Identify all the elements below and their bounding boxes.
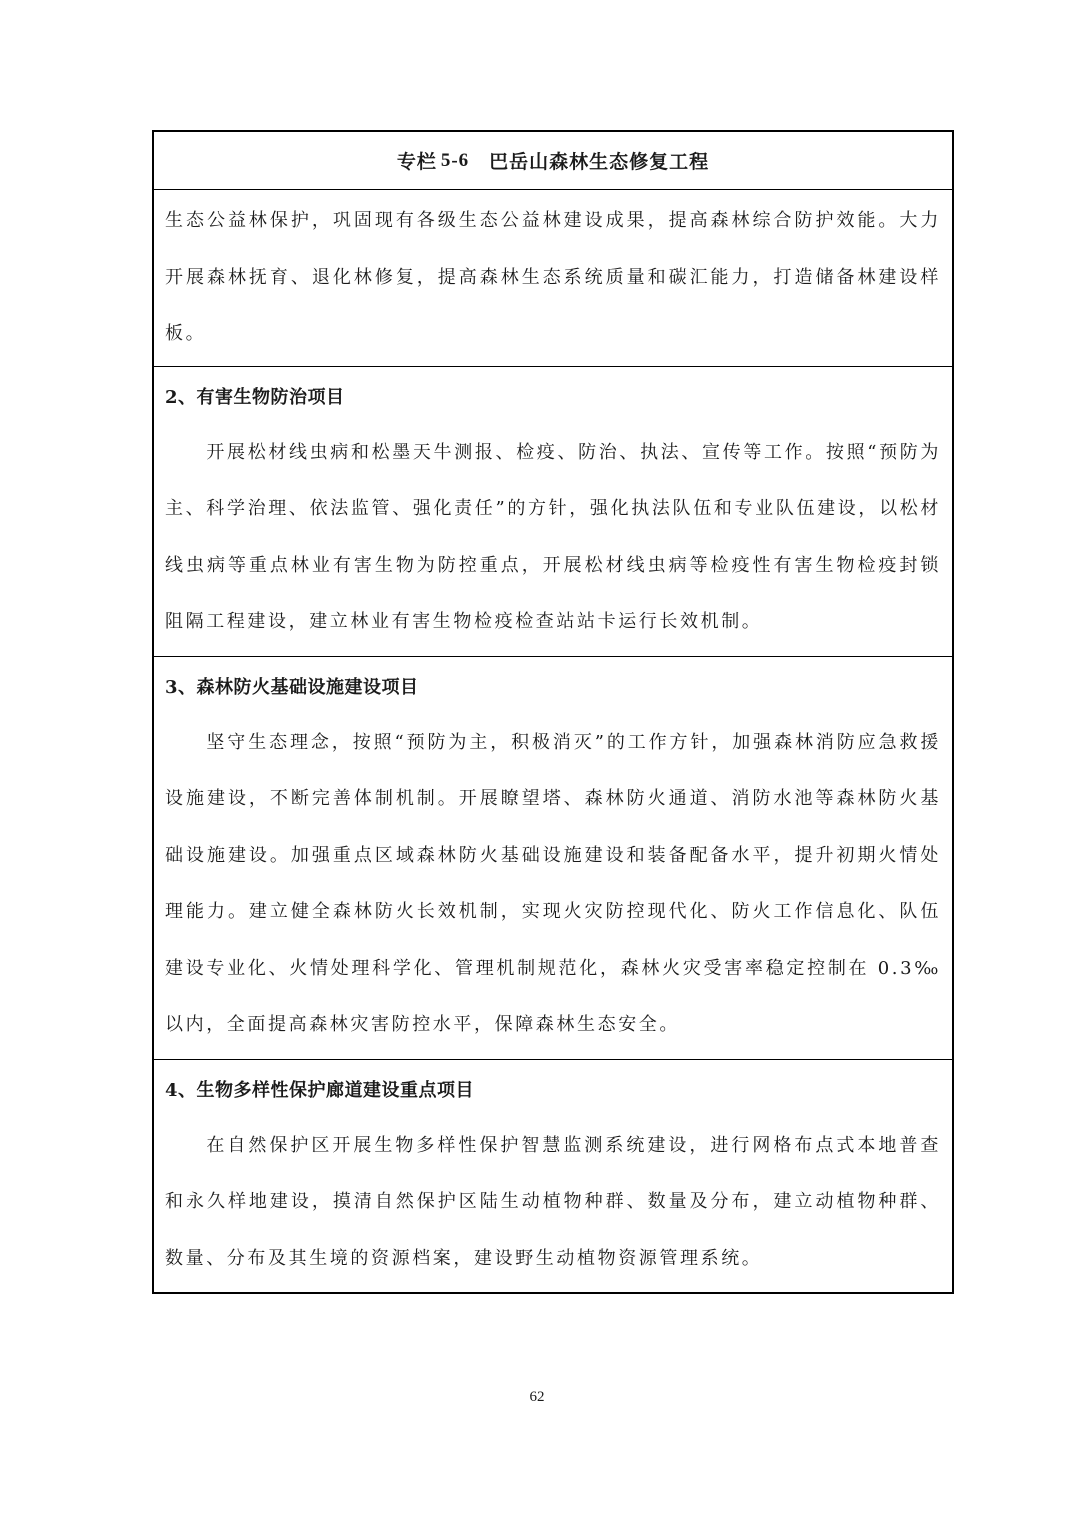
section-ecological-forest: [154, 190, 952, 367]
box-title-prefix: 专栏: [396, 151, 437, 173]
section-biodiversity-corridor: [154, 1060, 952, 1293]
section-paragraph: 生态公益林保护，巩固现有各级生态公益林建设成果，提高森林综合防护效能。大力开展森林抚育、退化林修复，提高森林生态系统质量和碳汇能力，打造储备林建设样板。: [165, 210, 941, 344]
page-number: 62: [529, 1389, 545, 1405]
section-paragraph: 在自然保护区开展生物多样性保护智慧监测系统建设，进行网格布点式本地普查和永久样地建设，摸清自然保护区陆生动植物种群、数量及分布，建立动植物种群、数量、分布及其生境的资源档案，建设野生动植物资源管理系统。: [165, 1134, 941, 1269]
section-paragraph: 开展松材线虫病和松墨天牛测报、检疫、防治、执法、宣传等工作。按照“预防为主、科学治理、依法监管、强化责任”的方针，强化执法队伍和专业队伍建设，以松材线虫病等重点林业有害生物为防控重点，开展松材线虫病等检疫性有害生物检疫封锁阻隔工程建设，建立林业有害生物检疫检查站站卡运行长效机制。: [165, 441, 941, 632]
box-title-text: 巴岳山森林生态修复工程: [489, 151, 710, 173]
section-fire-prevention: [154, 657, 952, 1060]
feature-box: [152, 130, 954, 1294]
section-heading: 3、森林防火基础设施建设项目: [165, 676, 419, 698]
box-title: [154, 132, 952, 190]
section-heading: 4、生物多样性保护廊道建设重点项目: [165, 1079, 475, 1101]
section-heading: 2、有害生物防治项目: [165, 386, 345, 408]
box-title-number: 5-6: [440, 149, 470, 171]
section-paragraph: 坚守生态理念，按照“预防为主，积极消灭”的工作方针，加强森林消防应急救援设施建设，不断完善体制机制。开展瞭望塔、森林防火通道、消防水池等森林防火基础设施建设。加强重点区域森林防火基础设施建设和装备配备水平，提升初期火情处理能力。建立健全森林防火长效机制，实现火灾防控现代化、防火工作信息化、队伍建设专业化、火情处理科学化、管理机制规范化，森林火灾受害率稳定控制在 0.3‰以内，全面提高森林灾害防控水平，保障森林生态安全。: [165, 731, 941, 1035]
section-pest-control: [154, 367, 952, 657]
